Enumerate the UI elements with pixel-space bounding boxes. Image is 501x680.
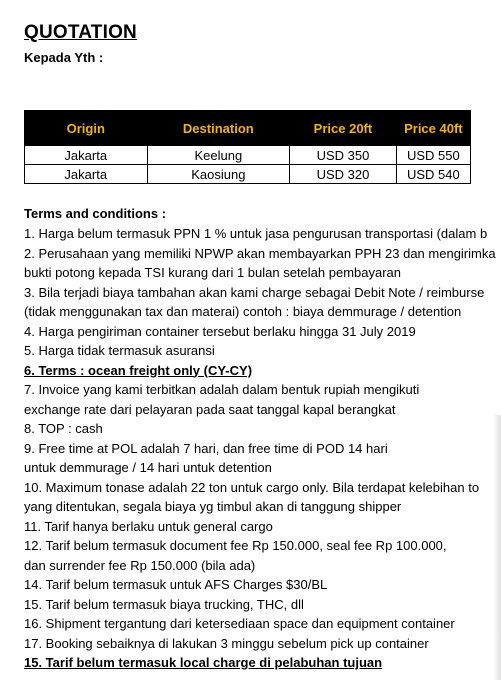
page-edge-shadow — [493, 415, 501, 680]
term-line: (tidak menggunakan tax dan materai) contoh : biaya demmurage / detention — [24, 304, 462, 319]
cell-price-20ft: USD 350 — [290, 146, 397, 165]
cell-origin: Jakarta — [25, 146, 148, 165]
cell-price-20ft: USD 320 — [290, 165, 397, 184]
term-line: 14. Tarif belum termasuk untuk AFS Charges $30/BL — [24, 577, 328, 592]
term-line: 10. Maximum tonase adalah 22 ton untuk cargo only. Bila terdapat kelebihan to — [24, 479, 480, 495]
term-line: 12. Tarif belum termasuk document fee Rp 150.000, seal fee Rp 100.000, — [24, 538, 447, 553]
term-line: 4. Harga pengiriman container tersebut berlaku hingga 31 July 2019 — [24, 323, 416, 339]
term-line: exchange rate dari pelayaran pada saat tanggal kapal berangkat — [24, 401, 396, 417]
column-header-origin: Origin — [25, 111, 148, 146]
terms-list — [24, 224, 501, 673]
term-line: dan surrender fee Rp 150.000 (bila ada) — [24, 557, 256, 573]
term-line: 3. Bila terjadi biaya tambahan akan kami charge sebagai Debit Note / reimburse — [24, 284, 485, 300]
term-line: 9. Free time at POL adalah 7 hari, dan free time di POD 14 hari — [24, 440, 388, 456]
term-line: 15. Tarif belum termasuk biaya trucking, THC, dll — [24, 596, 304, 612]
column-header-price-40ft: Price 40ft — [396, 111, 470, 146]
term-line: 7. Invoice yang kami terbitkan adalah dalam bentuk rupiah mengikuti — [24, 382, 420, 397]
term-line-local-charge: 15. Tarif belum termasuk local charge di pelabuhan tujuan — [24, 655, 383, 670]
recipient-label: Kepada Yth : — [24, 50, 104, 65]
term-line: 11. Tarif hanya berlaku untuk general cargo — [24, 518, 273, 534]
term-line: 1. Harga belum termasuk PPN 1 % untuk jasa pengurusan transportasi (dalam b — [24, 226, 488, 241]
term-line: 17. Booking sebaiknya di lakukan 3 minggu sebelum pick up container — [24, 635, 429, 651]
term-line: 8. TOP : cash — [24, 421, 103, 436]
cell-origin: Jakarta — [25, 165, 148, 184]
table-row — [25, 165, 471, 184]
column-header-price-20ft: Price 20ft — [290, 111, 397, 146]
term-line: yang ditentukan, segala biaya yg timbul akan di tanggung shipper — [24, 499, 402, 514]
term-line: bukti potong kepada TSI kurang dari 1 bulan setelah pembayaran — [24, 265, 402, 280]
term-line-ocean-freight: 6. Terms : ocean freight only (CY-CY) — [24, 362, 253, 378]
cell-destination: Keelung — [147, 146, 290, 165]
cell-price-40ft: USD 540 — [396, 165, 470, 184]
cell-price-40ft: USD 550 — [396, 146, 470, 165]
cell-destination: Kaosiung — [147, 165, 290, 184]
price-table-header-row — [25, 111, 471, 146]
terms-heading: Terms and conditions : — [24, 206, 167, 221]
term-line: untuk demmurage / 14 hari untuk detention — [24, 460, 272, 475]
table-row — [25, 146, 471, 165]
price-table — [24, 110, 471, 184]
term-line: 5. Harga tidak termasuk asuransi — [24, 343, 215, 358]
page-title: QUOTATION — [24, 22, 137, 43]
term-line: 16. Shipment tergantung dari ketersediaan space dan equipment container — [24, 616, 455, 631]
term-line: 2. Perusahaan yang memiliki NPWP akan membayarkan PPH 23 dan mengirimka — [24, 245, 496, 261]
column-header-destination: Destination — [147, 111, 290, 146]
